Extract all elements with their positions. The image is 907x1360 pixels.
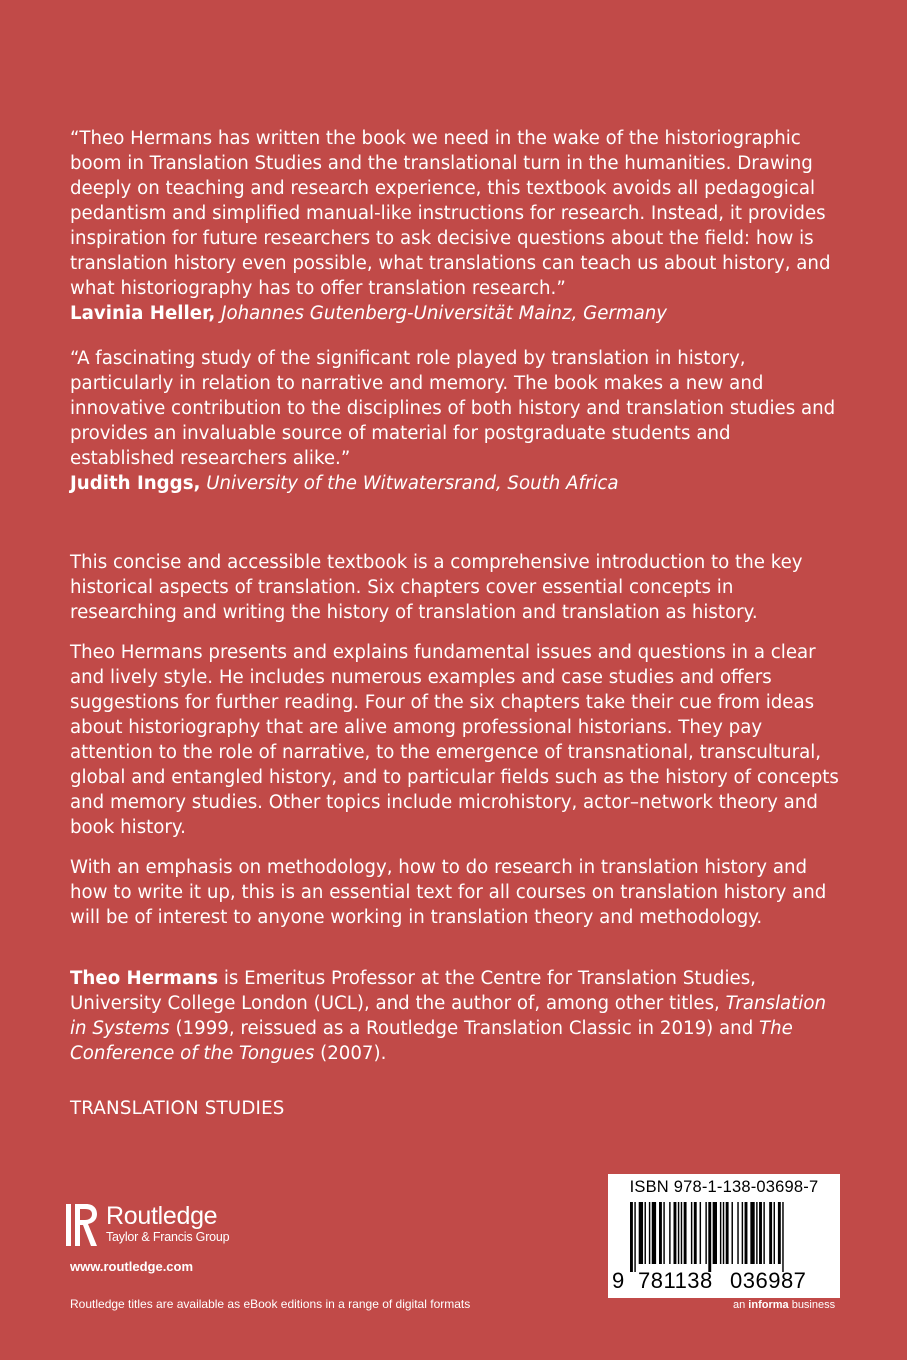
author-name: Theo Hermans bbox=[70, 968, 219, 989]
barcode-icon bbox=[630, 1202, 820, 1272]
barcode-digits-right: 036987 bbox=[730, 1268, 807, 1293]
publisher-name-block bbox=[106, 1202, 229, 1244]
informa-prefix: an bbox=[733, 1299, 749, 1311]
ebook-note: Routledge titles are available as eBook editions in a range of digital formats bbox=[70, 1297, 471, 1311]
review-quote: “Theo Hermans has written the book we need in the wake of the historiographic boom in Translation Studies and the translational turn in the humanities. Drawing deeply on teaching and research experience, this textbook avoids all pedagogical pedantism and simplified manual-like instructions for research. Instead, it provides inspiration for future researchers to ask decisive questions about the field: how is translation history even possible, what translations can teach us about history, and what historiography has to offer translation research.” bbox=[70, 128, 831, 299]
bio-text: (2007). bbox=[314, 1043, 387, 1064]
book-title: The Conference of the Tongues bbox=[70, 1018, 793, 1064]
book-title: Translation in Systems bbox=[70, 993, 826, 1039]
author-bio-text bbox=[70, 966, 840, 1066]
publisher-website[interactable]: www.routledge.com bbox=[70, 1259, 194, 1274]
isbn-label: ISBN 978-1-138-03698-7 bbox=[629, 1178, 819, 1196]
routledge-r-icon bbox=[66, 1202, 100, 1248]
reviews-section bbox=[70, 126, 840, 496]
barcode-digit-first: 9 bbox=[612, 1268, 625, 1293]
publisher-group: Taylor & Francis Group bbox=[106, 1230, 230, 1244]
review bbox=[70, 126, 840, 326]
informa-name: informa bbox=[748, 1299, 789, 1311]
review-attribution bbox=[70, 471, 840, 496]
back-cover-content bbox=[70, 126, 840, 1066]
publisher-name: Routledge bbox=[106, 1202, 218, 1230]
bio-text: is Emeritus Professor at the Centre for Translation Studies, University College London (UCL), and the author of, among other titles, bbox=[70, 968, 756, 1014]
informa-business bbox=[733, 1299, 835, 1311]
description-paragraph: With an emphasis on methodology, how to do research in translation history and how to write it up, this is an essential text for all courses on translation history and will be of interest to anyone working in translation theory and methodology. bbox=[70, 857, 827, 928]
barcode-digits-left: 781138 bbox=[638, 1268, 713, 1293]
reviewer-name: Judith Inggs, bbox=[70, 473, 201, 494]
publisher-logo bbox=[66, 1202, 229, 1248]
subject-category: TRANSLATION STUDIES bbox=[70, 1098, 285, 1119]
reviewer-name: Lavinia Heller, bbox=[70, 303, 216, 324]
bio-text: (1999, reissued as a Routledge Translation Classic in 2019) and bbox=[169, 1018, 760, 1039]
review-quote: “A fascinating study of the significant role played by translation in history, particularly in relation to narrative and memory. The book makes a new and innovative contribution to the disciplines of both history and translation studies and provides an invaluable source of material for postgraduate students and established researchers alike.” bbox=[70, 348, 836, 469]
review-attribution bbox=[70, 301, 840, 326]
reviewer-affiliation: Johannes Gutenberg-Universität Mainz, Germany bbox=[221, 303, 668, 324]
book-description bbox=[70, 550, 840, 930]
informa-suffix: business bbox=[788, 1299, 836, 1311]
isbn-barcode bbox=[608, 1174, 840, 1298]
review bbox=[70, 346, 840, 496]
reviewer-affiliation: University of the Witwatersrand, South Africa bbox=[206, 473, 619, 494]
description-paragraph: Theo Hermans presents and explains fundamental issues and questions in a clear and lively style. He includes numerous examples and case studies and offers suggestions for further reading. Four of the six chapters take their cue from ideas about historiography that are alive among professional historians. They pay attention to the role of narrative, to the emergence of transnational, transcultural, global and entangled history, and to particular fields such as the history of concepts and memory studies. Other topics include microhistory, actor–network theory and book history. bbox=[70, 642, 839, 838]
author-bio bbox=[70, 966, 840, 1066]
description-paragraph: This concise and accessible textbook is a comprehensive introduction to the key historical aspects of translation. Six chapters cover essential concepts in researching and writing the history of translation and translation as history. bbox=[70, 552, 803, 623]
